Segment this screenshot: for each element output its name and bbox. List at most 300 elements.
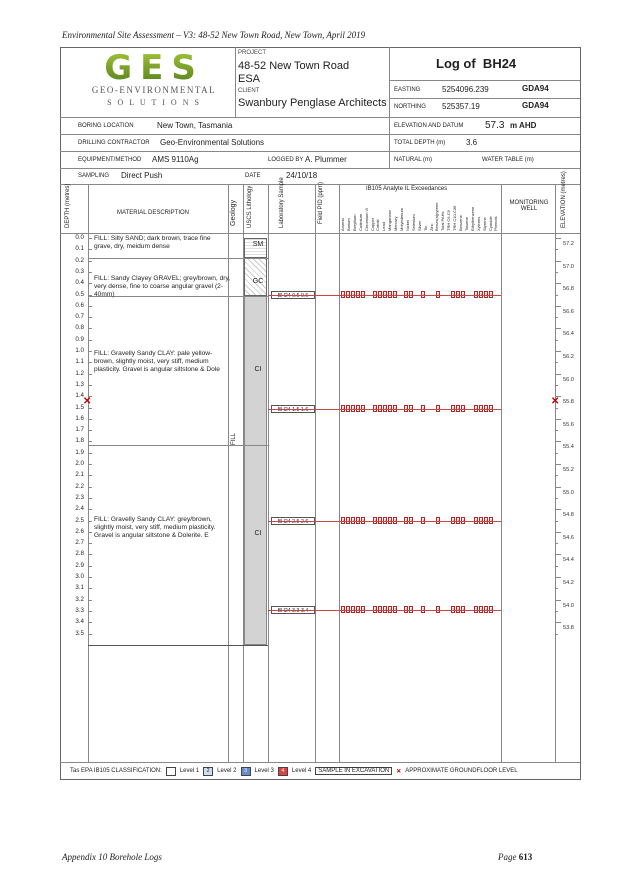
exceedance-level-box: 1 (485, 518, 488, 523)
exceedance-level-box: 1 (422, 607, 425, 612)
depth-tick (88, 340, 92, 341)
elevation-tick (555, 317, 558, 318)
exceedance-level-box: 1 (374, 406, 377, 411)
ges-logo-graphic (92, 52, 217, 82)
depth-tick (88, 362, 92, 363)
equipment-value: AMS 9110Ag (152, 155, 199, 164)
depth-tick (88, 261, 92, 262)
logo-line1: GEO-ENVIRONMENTAL (91, 85, 217, 95)
depth-tick-label: 1.1 (75, 358, 84, 366)
analyte-name: Barium (345, 218, 351, 231)
depth-tick-label: 0.0 (75, 234, 84, 241)
elevation-tick (555, 249, 558, 250)
elevation-tick (555, 340, 558, 341)
northing-value: 525357.19 (442, 102, 480, 111)
analyte-name: Xylenes (475, 216, 481, 231)
depth-tick (88, 453, 92, 454)
uscs-column-ci (244, 296, 267, 645)
depth-tick (88, 238, 92, 239)
depth-tick-label: 1.4 (75, 392, 84, 400)
depth-tick (88, 566, 92, 567)
legend-level2-box: 2 (203, 767, 213, 776)
depth-tick (88, 543, 92, 544)
client-label: CLIENT (238, 88, 260, 94)
footer-left: Appendix 10 Borehole Logs (62, 852, 162, 862)
elevation-tick-label: 55.8 (563, 399, 574, 406)
depth-tick-label: 1.2 (75, 369, 84, 377)
elevation-tick (555, 306, 561, 307)
exceedance-level-box: 1 (352, 518, 355, 523)
exceedance-level-box: 1 (410, 607, 413, 612)
logo-line2: S O L U T I O N S (107, 98, 201, 107)
analyte-name: Silver (416, 220, 422, 231)
depth-tick (88, 475, 92, 476)
sampling-value: Direct Push (121, 171, 163, 180)
elevation-tick-label: 54.2 (563, 580, 574, 586)
depth-tick-label: 2.4 (75, 505, 84, 513)
depth-tick-label: 1.3 (75, 380, 84, 388)
layer-3-description: FILL: Gravelly Sandy CLAY: pale yellow-brown, slightly moist, very stiff, medium plasticity. Gravel is angular siltstone & Dole (94, 350, 220, 373)
depth-tick-label: 3.0 (75, 573, 84, 580)
exceedance-level-box: 1 (389, 607, 392, 612)
col-geology: Geology (230, 199, 237, 226)
elevation-tick-label: 54.4 (563, 557, 574, 564)
elevation-tick-label: 55.0 (563, 489, 574, 496)
layer-4-description: FILL: Gravelly Sandy CLAY: grey/brown, slightly moist, very stiff, medium plasticity. Gravel is angular siltstone & Dolerite. E (94, 516, 216, 539)
col-uscs: USCS Lithology (247, 185, 253, 228)
uscs-column-gc (244, 258, 267, 296)
depth-tick-label: 1.9 (75, 448, 84, 456)
legend-level1: Level 1 (179, 768, 200, 774)
exceedance-level-box: 1 (485, 292, 488, 297)
legend-sample: SAMPLE IN EXCAVATION (315, 767, 392, 775)
elevation-tick-label: 53.8 (563, 625, 574, 632)
logged-by-value: A. Plummer (305, 155, 347, 164)
elevation-tick (555, 554, 561, 555)
footer-page-prefix: Page (498, 852, 517, 862)
depth-tick-label: 0.6 (75, 301, 84, 309)
exceedance-level-box: 1 (480, 406, 483, 411)
exceedance-level-box: 1 (362, 518, 365, 523)
depth-tick (88, 487, 92, 488)
boring-location-value: New Town, Tasmania (157, 121, 233, 130)
exceedance-level-box: 1 (347, 518, 350, 523)
easting-label: EASTING (394, 87, 421, 93)
analyte-name: TRH C6-C9 (446, 210, 452, 231)
client-name: Swanbury Penglase Architects (238, 97, 387, 109)
elevation-tick-label: 57.0 (563, 263, 574, 270)
col-elevation: ELEVATION (metres) (561, 171, 567, 228)
layer-1-uscs: SM (252, 241, 264, 248)
depth-tick (88, 385, 92, 386)
exceedance-level-box: 1 (410, 518, 413, 523)
depth-tick-label: 0.1 (75, 245, 84, 253)
analyte-name: Total PAHs (440, 211, 446, 231)
exceedance-level-box: 1 (357, 607, 360, 612)
analyte-name-list (340, 194, 500, 232)
elevation-tick (555, 600, 561, 601)
sample-4-id: BH24 3.3-3.4 (271, 606, 315, 614)
exceedance-level-box: 1 (342, 518, 345, 523)
analyte-name: Copper (369, 217, 375, 231)
analyte-name: Cobalt (375, 219, 381, 231)
exceedance-level-box: 1 (475, 406, 478, 411)
elevation-tick-label: 56.2 (563, 354, 574, 360)
footer-page (498, 852, 532, 862)
depth-tick-label: 2.6 (75, 527, 84, 535)
layer-1-description: FILL: Silty SAND; dark brown, trace fine grave, dry, meidum dense (94, 235, 211, 250)
elevation-tick (555, 464, 561, 465)
boring-location-label: BORING LOCATION (78, 123, 134, 129)
project-label: PROJECT (238, 50, 267, 56)
exceedance-level-box: 1 (462, 518, 465, 523)
depth-tick (88, 464, 92, 465)
exceedance-level-box: 1 (362, 406, 365, 411)
analyte-name: Chromium VI (363, 207, 369, 231)
elevation-tick (555, 430, 558, 431)
exceedance-level-box: 1 (422, 292, 425, 297)
exceedance-level-box: 1 (379, 607, 382, 612)
exceedance-level-box: 1 (490, 518, 493, 523)
depth-tick (88, 588, 92, 589)
elevation-tick-label: 54.6 (563, 534, 574, 541)
exceedance-level-box: 1 (362, 607, 365, 612)
logged-by-label: LOGGED BY (268, 157, 304, 163)
exceedance-level-box: 1 (462, 607, 465, 612)
elevation-tick-label: 56.8 (563, 286, 574, 293)
analyte-name: Nickel (404, 220, 410, 231)
elevation-tick (555, 498, 558, 499)
exceedance-level-box: 2 (480, 292, 483, 297)
analyte-name: Cyanide (487, 216, 493, 231)
legend (70, 765, 580, 777)
depth-tick-label: 2.9 (75, 561, 84, 569)
elevation-tick (555, 453, 558, 454)
exceedance-level-box: 1 (410, 406, 413, 411)
page-header: Environmental Site Assessment – V3: 48-52 New Town Road, New Town, April 2019 (62, 30, 366, 40)
project-name-line2: ESA (238, 73, 261, 85)
depth-tick (88, 430, 92, 431)
depth-tick (88, 622, 92, 623)
analyte-name: Cadmium (357, 213, 363, 231)
legend-level4: Level 4 (291, 768, 312, 774)
depth-tick-label: 2.5 (75, 516, 84, 524)
col-well: MONITORING WELL (509, 200, 549, 212)
elevation-unit: m AHD (510, 121, 537, 130)
elevation-tick (555, 351, 561, 352)
exceedance-level-box: 1 (475, 292, 478, 297)
legend-level4-box: 4 (278, 767, 288, 776)
elevation-tick-label: 54.8 (563, 512, 574, 519)
exceedance-level-box: 1 (362, 292, 365, 297)
depth-tick-label: 3.4 (75, 618, 84, 626)
easting-value: 5254096.239 (442, 85, 489, 94)
exceedance-level-box: 1 (452, 292, 455, 297)
depth-tick-label: 2.2 (75, 482, 84, 490)
depth-tick-label: 0.9 (75, 335, 84, 343)
depth-tick-label: 2.8 (75, 550, 84, 558)
northing-label: NORTHING (394, 104, 426, 110)
exceedance-level-box: 1 (352, 406, 355, 411)
layer-3-uscs: CI (254, 366, 262, 373)
exceedance-level-box: 1 (357, 292, 360, 297)
analyte-name: Molybdenum (399, 208, 404, 231)
depth-tick (88, 249, 92, 250)
elevation-tick (555, 577, 561, 578)
depth-tick-label: 1.7 (75, 426, 84, 434)
exceedance-level-box: 1 (389, 518, 392, 523)
analyte-name: Selenium (410, 214, 416, 231)
col-material: MATERIAL DESCRIPTION (117, 210, 190, 216)
exceedance-level-box: 1 (384, 406, 387, 411)
elevation-tick (555, 419, 561, 420)
exceedance-level-box: 1 (405, 292, 408, 297)
water-table-label: WATER TABLE (m) (482, 157, 534, 163)
analyte-name: Zinc (428, 223, 434, 231)
exceedance-level-box: 1 (389, 406, 392, 411)
depth-tick-label: 2.1 (75, 471, 84, 479)
exceedance-level-box: 1 (352, 292, 355, 297)
elevation-tick (555, 622, 561, 623)
layer-4-uscs: CI (254, 530, 262, 537)
exceedance-level-box: 1 (384, 292, 387, 297)
analyte-name: Beryllium (351, 214, 357, 231)
col-analyte: IB105 Analyte IL Exceedances (366, 186, 448, 192)
analyte-name: Manganese (387, 210, 393, 231)
depth-tick-label: 3.2 (75, 595, 84, 603)
exceedance-level-box: 1 (379, 406, 382, 411)
depth-tick-label: 3.1 (75, 584, 84, 592)
elevation-label: ELEVATION AND DATUM (394, 123, 464, 129)
depth-tick (88, 554, 92, 555)
exceedance-level-box: 1 (475, 607, 478, 612)
elevation-tick (555, 441, 561, 442)
exceedance-level-box: 1 (490, 607, 493, 612)
exceedance-level-box: 1 (490, 406, 493, 411)
legend-level1-box (166, 767, 176, 776)
exceedance-level-box: 1 (384, 518, 387, 523)
depth-tick (88, 419, 92, 420)
depth-tick-label: 1.6 (75, 414, 84, 422)
exceedance-level-box: 1 (480, 518, 483, 523)
elevation-tick (555, 475, 558, 476)
exceedance-level-box: 1 (410, 292, 413, 297)
sample-3-id: BH24 2.5-2.6 (271, 517, 315, 525)
elevation-tick (555, 588, 558, 589)
exceedance-level-box: 1 (352, 607, 355, 612)
elevation-tick (555, 238, 561, 239)
natural-label: NATURAL (m) (394, 157, 432, 163)
exceedance-level-box: 1 (490, 292, 493, 297)
exceedance-level-box: 1 (457, 607, 460, 612)
depth-tick-label: 1.5 (75, 403, 84, 411)
col-pid: Field PID (ppm) (318, 181, 324, 224)
elevation-tick (555, 634, 558, 635)
depth-tick (88, 374, 92, 375)
legend-level2: Level 2 (217, 768, 237, 774)
depth-tick (88, 351, 92, 352)
date-label: DATE (245, 173, 261, 179)
depth-tick-label: 0.7 (75, 313, 84, 321)
elevation-tick (555, 532, 561, 533)
depth-tick-label: 2.3 (75, 493, 84, 501)
exceedance-level-box: 1 (342, 607, 345, 612)
elevation-tick-label: 56.6 (563, 308, 574, 315)
legend-title: Tas EPA IB105 CLASSIFICATION: (70, 768, 162, 774)
elevation-tick (555, 295, 558, 296)
elevation-tick (555, 408, 558, 409)
depth-tick-label: 0.5 (75, 290, 84, 298)
elevation-tick-label: 57.2 (563, 241, 574, 247)
elevation-tick (555, 272, 558, 273)
exceedance-level-box: 1 (379, 292, 382, 297)
elevation-tick (555, 611, 558, 612)
sample-1-id: BH24 0.5-0.6 (271, 291, 315, 299)
analyte-name: Styrene (481, 217, 487, 231)
exceedance-level-box: 1 (394, 292, 397, 297)
layer-2-description: FILL: Sandy Clayey GRAVEL; grey/brown, dry, very dense, fine to coarse angular gravel (2-40mm) (94, 275, 231, 298)
exceedance-level-box: 1 (384, 607, 387, 612)
depth-tick (88, 577, 92, 578)
exceedance-level-box: 1 (452, 518, 455, 523)
exceedance-level-box: 1 (475, 518, 478, 523)
exceedance-level-box: 1 (462, 406, 465, 411)
logo-letters: GES (104, 52, 204, 82)
elevation-tick (555, 362, 558, 363)
exceedance-level-box: 1 (347, 406, 350, 411)
exceedance-level-box: 1 (405, 406, 408, 411)
depth-tick (88, 306, 92, 307)
ges-logo (92, 52, 217, 82)
elevation-tick (555, 374, 561, 375)
total-depth-label: TOTAL DEPTH (m) (394, 140, 446, 146)
legend-ground: APPROXIMATE GROUNDFLOOR LEVEL (405, 768, 518, 774)
elevation-tick-label: 55.4 (563, 444, 574, 451)
exceedance-level-box: 1 (374, 518, 377, 523)
date-value: 24/10/18 (286, 171, 318, 180)
project-name-line1: 48-52 New Town Road (238, 60, 350, 72)
exceedance-level-box: 1 (357, 518, 360, 523)
depth-tick-label: 3.3 (75, 606, 84, 614)
sample-2-id: BH24 1.5-1.6 (271, 405, 315, 413)
exceedance-level-box: 1 (437, 406, 440, 411)
depth-tick-label: 0.4 (75, 279, 84, 287)
exceedance-level-box: 1 (422, 518, 425, 523)
drilling-contractor-value: Geo-Environmental Solutions (160, 138, 265, 147)
exceedance-level-box: 1 (485, 607, 488, 612)
total-depth-value: 3.6 (466, 138, 478, 147)
exceedance-level-box: 1 (485, 406, 488, 411)
depth-tick (88, 532, 92, 533)
depth-tick-label: 1.8 (75, 437, 84, 445)
exceedance-level-box: 1 (379, 518, 382, 523)
depth-tick (88, 328, 92, 329)
depth-tick (88, 272, 92, 273)
depth-tick-label: 0.8 (75, 324, 84, 332)
elevation-tick (555, 283, 561, 284)
exceedance-level-box: 1 (457, 406, 460, 411)
elevation-tick (555, 543, 558, 544)
elevation-tick (555, 261, 561, 262)
exceedance-level-box: 1 (347, 607, 350, 612)
exceedance-level-box: 2 (457, 292, 460, 297)
depth-tick (88, 600, 92, 601)
footer-page-number: 613 (518, 852, 533, 862)
depth-tick-label: 2.0 (75, 460, 84, 467)
exceedance-level-box: 2 (452, 607, 455, 612)
geology-fill-label: FILL (231, 432, 237, 445)
northing-datum: GDA94 (522, 101, 549, 110)
depth-tick (88, 408, 92, 409)
exceedance-level-box: 1 (374, 292, 377, 297)
depth-tick (88, 611, 92, 612)
depth-tick (88, 634, 92, 635)
depth-tick (88, 317, 92, 318)
exceedance-level-box: 1 (394, 518, 397, 523)
layer-2-uscs: GC (252, 278, 264, 285)
exceedance-level-box: 1 (437, 518, 440, 523)
elevation-tick (555, 566, 558, 567)
ground-marker-right: ✕ (551, 396, 560, 407)
legend-level3: Level 3 (254, 768, 274, 774)
col-lab: Laboratory Sample (279, 177, 285, 228)
elevation-tick-label: 54.0 (563, 602, 574, 609)
depth-tick-label: 3.5 (75, 629, 84, 637)
exceedance-level-box: 1 (389, 292, 392, 297)
depth-tick (88, 498, 92, 499)
elevation-tick-label: 56.4 (563, 331, 574, 338)
sampling-label: SAMPLING (78, 173, 110, 179)
analyte-name: Arsenic (340, 217, 345, 231)
exceedance-level-box: 1 (462, 292, 465, 297)
analyte-name: Benzo(a)pyrene (434, 202, 440, 231)
depth-tick-label: 0.3 (75, 267, 84, 275)
analyte-name: Lead (381, 222, 387, 231)
exceedance-level-box: 1 (374, 607, 377, 612)
depth-tick (88, 521, 92, 522)
analyte-name: Phenols (493, 216, 499, 231)
analyte-name: Ethylbenzene (469, 206, 475, 231)
elevation-tick-label: 55.6 (563, 421, 574, 428)
exceedance-level-box: 1 (405, 607, 408, 612)
analyte-name: Mercury (393, 216, 399, 231)
log-title: Log of BH24 (436, 56, 517, 71)
elevation-tick (555, 509, 561, 510)
depth-tick-label: 1.0 (75, 347, 84, 354)
exceedance-level-box: 2 (394, 607, 397, 612)
analyte-name: Toluene (463, 216, 469, 231)
easting-datum: GDA94 (522, 84, 549, 93)
col-depth: DEPTH (metres) (65, 183, 71, 228)
depth-tick (88, 283, 92, 284)
ground-marker-left: ✕ (83, 396, 92, 407)
equipment-label: EQUIPMENT/METHOD (78, 157, 142, 163)
exceedance-level-box: 1 (347, 292, 350, 297)
exceedance-level-box: 1 (437, 292, 440, 297)
exceedance-level-box: 1 (357, 406, 360, 411)
elevation-tick (555, 328, 561, 329)
depth-tick (88, 509, 92, 510)
legend-cross-icon: ✕ (396, 768, 402, 775)
elevation-tick (555, 385, 558, 386)
exceedance-level-box: 1 (405, 518, 408, 523)
legend-level3-box: 3 (241, 767, 251, 776)
analyte-name: TRH C10-C36 (452, 205, 458, 231)
exceedance-level-box: 1 (342, 292, 345, 297)
depth-tick (88, 441, 92, 442)
exceedance-level-box: 1 (394, 406, 397, 411)
analyte-name: Benzene (458, 215, 463, 231)
